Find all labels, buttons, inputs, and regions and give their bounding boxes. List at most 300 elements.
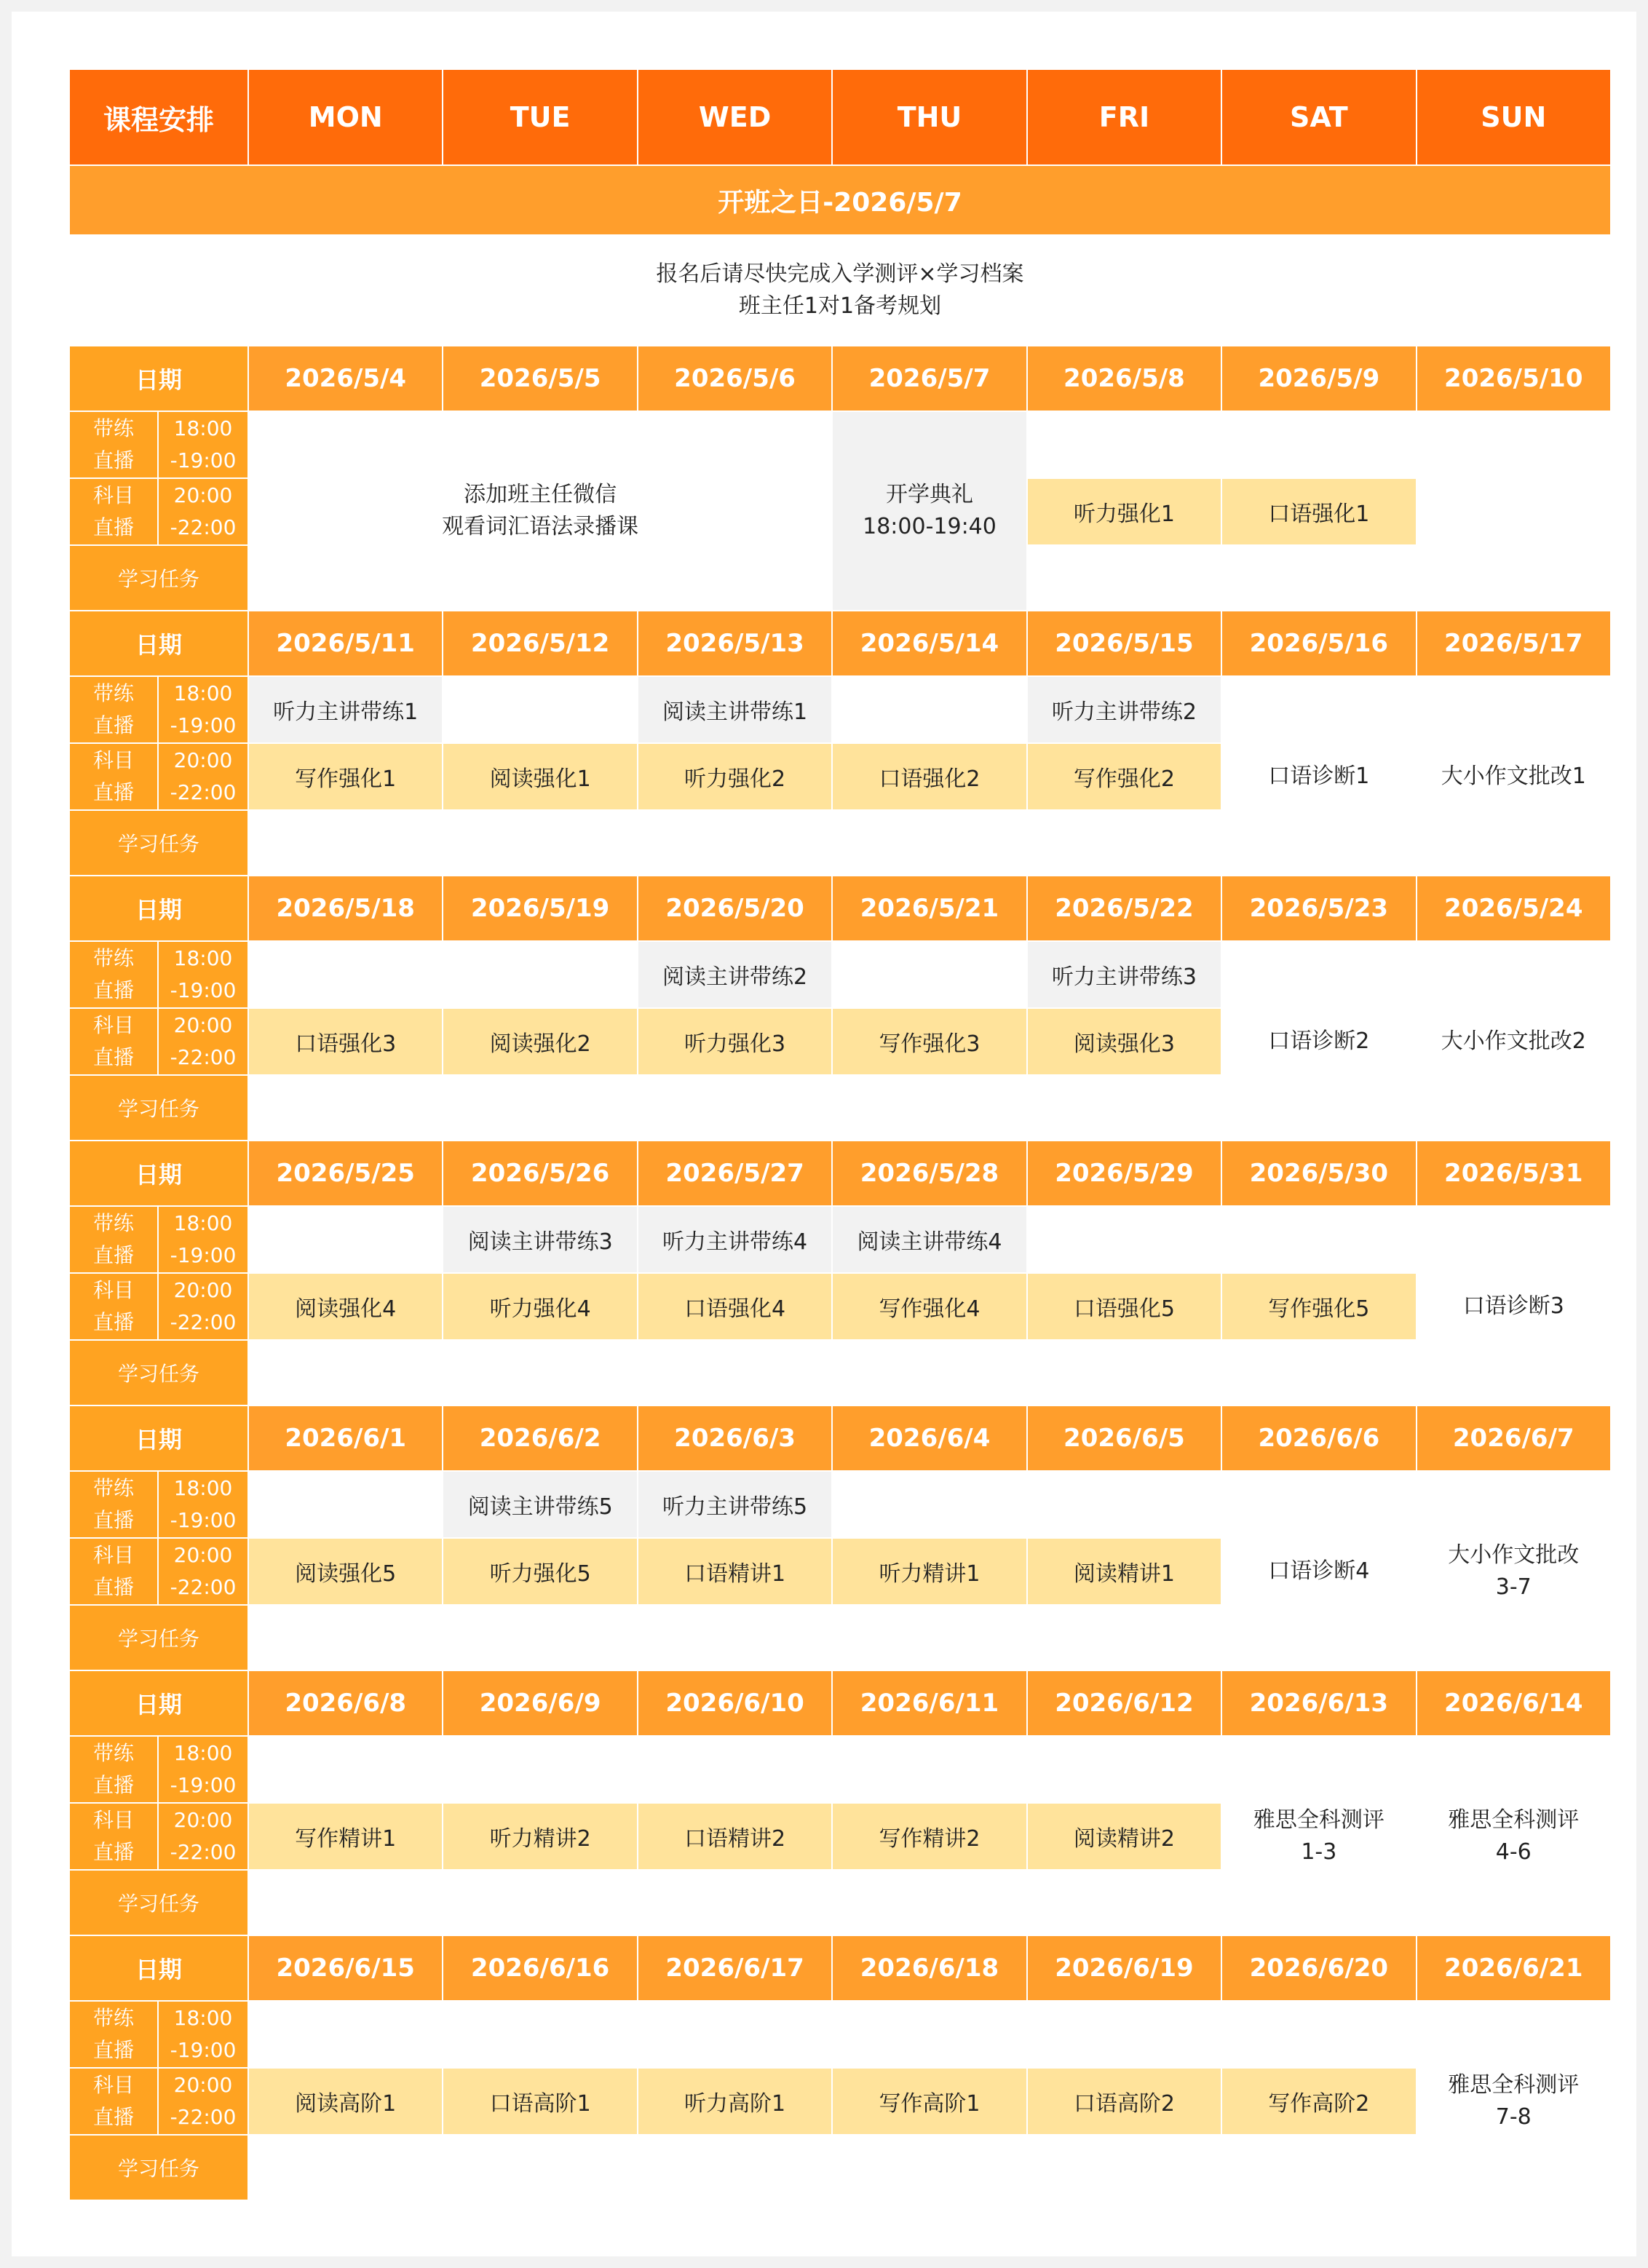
class-name: 写作精讲1 [295,1826,397,1852]
empty-cell [638,1076,831,1140]
slot1-label [70,1737,247,1802]
slot1-label [70,412,247,477]
date-cell [1417,1936,1610,2000]
date-label-text: 日期 [135,1956,182,1983]
empty-cell [833,1737,1026,1802]
slot2-type [70,2069,159,2134]
empty-cell [1222,677,1415,742]
class-name: 口语精讲1 [684,1561,786,1587]
class-name: 写作精讲2 [879,1826,981,1852]
merged-task-cell [249,412,831,610]
slot2-type [70,1804,159,1869]
date-text: 2026/6/4 [868,1424,991,1453]
date-text: 2026/5/8 [1063,364,1185,393]
slot2-label [70,1274,247,1339]
label-line: 带练 [92,1476,134,1500]
label-line: 带练 [92,946,134,970]
date-cell [833,611,1026,675]
date-cell [249,876,442,940]
task-line: 4-6 [1495,1839,1532,1865]
slot2-type [70,1539,159,1604]
class-cell [833,744,1026,809]
date-text: 2026/6/11 [860,1689,999,1718]
note-line: 班主任1对1备考规划 [738,293,942,319]
empty-cell [638,1341,831,1405]
date-text: 2026/6/13 [1249,1689,1389,1718]
class-name: 写作强化4 [879,1296,981,1322]
time-line: 20:00 [173,1278,233,1302]
date-cell [1028,1141,1221,1205]
date-text: 2026/6/18 [860,1954,999,1983]
time-line: 20:00 [173,1808,233,1832]
day-label: SUN [1481,101,1547,133]
class-cell [1028,1009,1221,1074]
day-label: THU [897,101,962,133]
weekend-task-cell [1222,1009,1415,1074]
date-text: 2026/6/5 [1063,1424,1185,1453]
time-line: 18:00 [173,681,233,705]
enrollment-note [70,236,1610,345]
empty-cell [1028,1871,1221,1935]
date-text: 2026/5/7 [868,364,991,393]
date-cell [833,1936,1026,2000]
date-text: 2026/5/15 [1055,629,1194,658]
date-label-text: 日期 [135,366,182,394]
label-line: 直播 [92,2105,134,2129]
date-cell [1222,876,1415,940]
empty-cell [1028,2002,1221,2067]
empty-cell [249,942,442,1007]
label-line: 带练 [92,416,134,440]
date-label-text: 日期 [135,1426,182,1454]
date-cell [1222,611,1415,675]
date-text: 2026/5/31 [1444,1159,1583,1188]
slot1-time [159,942,247,1007]
class-name: 阅读高阶1 [295,2091,397,2117]
date-text: 2026/6/7 [1452,1424,1574,1453]
task-line: 观看词汇语法录播课 [442,514,639,539]
slot2-type [70,744,159,809]
empty-cell [443,2002,636,2067]
date-cell [1028,1406,1221,1470]
date-text: 2026/5/21 [860,894,999,923]
date-cell [1222,346,1415,411]
date-label [70,346,247,411]
empty-cell [833,1472,1026,1537]
date-cell [443,1671,636,1735]
class-name: 写作强化2 [1073,766,1175,792]
slot2-label [70,1009,247,1074]
slot2-time [159,479,247,544]
empty-cell [249,2136,442,2200]
label-line: 直播 [92,978,134,1002]
practice-cell [638,942,831,1007]
date-text: 2026/6/12 [1055,1689,1194,1718]
empty-cell [1417,1606,1610,1670]
label-line: 直播 [92,2038,134,2062]
date-cell [249,611,442,675]
empty-cell [1222,412,1415,477]
class-cell [249,744,442,809]
empty-cell [1222,942,1415,1007]
date-text: 2026/6/8 [285,1689,407,1718]
task-line: 3-7 [1495,1574,1532,1600]
practice-cell [638,1207,831,1272]
date-cell [638,1141,831,1205]
empty-cell [1417,1341,1610,1405]
class-cell [638,744,831,809]
label-line: 带练 [92,1741,134,1765]
class-cell [638,1804,831,1869]
banner-text: 开班之日-2026/5/7 [718,187,962,218]
class-name: 阅读强化5 [295,1561,397,1587]
time-line: -19:00 [170,1243,237,1267]
day-label: SAT [1289,101,1348,133]
class-name: 听力强化5 [489,1561,591,1587]
class-name: 听力强化1 [1073,501,1175,527]
class-name: 阅读主讲带练3 [467,1229,613,1255]
empty-cell [1222,546,1415,610]
slot2-time [159,744,247,809]
note-line: 报名后请尽快完成入学测评×学习档案 [656,261,1024,287]
date-text: 2026/6/16 [470,1954,610,1983]
date-text: 2026/5/30 [1249,1159,1389,1188]
task-label [70,1871,247,1935]
empty-cell [1222,1341,1415,1405]
class-cell [1028,1274,1221,1339]
empty-cell [833,1341,1026,1405]
task-line: 口语诊断1 [1268,764,1370,789]
task-line: 大小作文批改2 [1441,1028,1586,1054]
time-line: 20:00 [173,748,233,772]
task-line: 7-8 [1495,2104,1532,2130]
weekend-task-cell [1222,1804,1415,1869]
task-label-text: 学习任务 [117,1892,199,1916]
date-cell [1028,346,1221,411]
day-label: MON [308,101,383,133]
task-label-text: 学习任务 [117,832,199,856]
date-text: 2026/5/26 [470,1159,610,1188]
empty-cell [1028,412,1221,477]
empty-cell [1028,546,1221,610]
date-label-text: 日期 [135,1691,182,1718]
label-line: 直播 [92,515,134,539]
task-line: 雅思全科测评 [1253,1807,1384,1833]
class-name: 口语强化1 [1268,501,1370,527]
class-name: 听力强化3 [684,1031,786,1057]
empty-cell [833,1076,1026,1140]
time-line: 18:00 [173,1741,233,1765]
date-cell [638,611,831,675]
class-cell [638,1009,831,1074]
empty-cell [1417,1737,1610,1802]
time-line: 20:00 [173,2073,233,2097]
date-text: 2026/6/2 [479,1424,601,1453]
slot2-label [70,2069,247,2134]
time-line: -19:00 [170,978,237,1002]
class-name: 口语精讲2 [684,1826,786,1852]
slot2-label [70,744,247,809]
empty-cell [833,2136,1026,2200]
empty-cell [249,1472,442,1537]
empty-cell [833,2002,1026,2067]
class-name: 听力精讲2 [489,1826,591,1852]
weekend-task-cell [1417,1804,1610,1869]
class-cell [638,1539,831,1604]
task-line: 口语诊断4 [1268,1558,1370,1584]
date-cell [1222,1406,1415,1470]
date-cell [249,1671,442,1735]
date-text: 2026/5/5 [479,364,601,393]
label-line: 直播 [92,1575,134,1599]
date-label [70,1406,247,1470]
time-line: 18:00 [173,2006,233,2030]
task-label [70,546,247,610]
date-text: 2026/6/9 [479,1689,601,1718]
task-line: 18:00-19:40 [863,514,997,539]
label-line: 科目 [92,483,134,507]
time-line: 18:00 [173,1476,233,1500]
date-label [70,1936,247,2000]
date-cell [833,1406,1026,1470]
time-line: -19:00 [170,1773,237,1797]
time-line: -22:00 [170,2105,237,2129]
date-cell [833,346,1026,411]
class-name: 阅读强化4 [295,1296,397,1322]
empty-cell [443,1341,636,1405]
task-label [70,1341,247,1405]
class-name: 听力主讲带练2 [1051,699,1197,725]
slot2-label [70,1804,247,1869]
class-cell [249,1804,442,1869]
time-line: 20:00 [173,1543,233,1567]
empty-cell [1222,1871,1415,1935]
class-name: 阅读精讲2 [1073,1826,1175,1852]
time-line: -19:00 [170,448,237,472]
empty-cell [1222,1076,1415,1140]
time-line: -22:00 [170,1575,237,1599]
date-text: 2026/5/24 [1444,894,1583,923]
date-text: 2026/6/21 [1444,1954,1583,1983]
empty-cell [1222,1606,1415,1670]
day-header-sat [1222,70,1415,164]
empty-cell [443,2136,636,2200]
class-name: 口语强化4 [684,1296,786,1322]
date-cell [443,346,636,411]
day-label: TUE [510,101,571,133]
date-cell [1028,1671,1221,1735]
empty-cell [1417,2136,1610,2200]
time-line: -22:00 [170,1840,237,1864]
slot2-time [159,1009,247,1074]
class-name: 口语强化2 [879,766,981,792]
task-label [70,2136,247,2200]
class-cell [443,1539,636,1604]
date-text: 2026/6/17 [665,1954,804,1983]
empty-cell [443,811,636,875]
date-label [70,1671,247,1735]
slot1-time [159,677,247,742]
class-name: 阅读主讲带练1 [662,699,808,725]
empty-cell [443,1737,636,1802]
slot1-time [159,1737,247,1802]
empty-cell [1222,2136,1415,2200]
class-cell [833,1009,1026,1074]
date-cell [443,1141,636,1205]
time-line: -22:00 [170,1045,237,1069]
weekend-task-cell [1417,1274,1610,1339]
empty-cell [638,1737,831,1802]
slot1-time [159,1207,247,1272]
day-header-tue [443,70,636,164]
day-header-thu [833,70,1026,164]
label-line: 直播 [92,780,134,804]
date-cell [249,346,442,411]
date-text: 2026/5/22 [1055,894,1194,923]
class-name: 口语高阶2 [1073,2091,1175,2117]
slot1-time [159,1472,247,1537]
time-line: -19:00 [170,713,237,737]
class-name: 听力主讲带练4 [662,1229,808,1255]
class-cell [1222,2069,1415,2134]
date-text: 2026/5/10 [1444,364,1583,393]
task-line: 大小作文批改 [1448,1542,1580,1568]
class-name: 阅读精讲1 [1073,1561,1175,1587]
label-line: 科目 [92,1543,134,1567]
empty-cell [1028,1737,1221,1802]
date-cell [1417,1406,1610,1470]
class-cell [1028,1804,1221,1869]
date-text: 2026/5/28 [860,1159,999,1188]
slot1-type [70,677,159,742]
class-cell [1028,744,1221,809]
weekend-task-cell [1417,1539,1610,1604]
label-line: 带练 [92,2006,134,2030]
date-label-text: 日期 [135,896,182,924]
date-cell [249,1936,442,2000]
class-cell [249,1274,442,1339]
empty-cell [249,1606,442,1670]
empty-cell [833,811,1026,875]
date-cell [1417,1141,1610,1205]
class-name: 写作高阶1 [879,2091,981,2117]
date-cell [1417,346,1610,411]
empty-cell [1417,1207,1610,1272]
class-name: 听力强化4 [489,1296,591,1322]
date-text: 2026/6/10 [665,1689,804,1718]
slot2-label [70,1539,247,1604]
weekend-task-cell [1222,1539,1415,1604]
task-line: 雅思全科测评 [1448,1807,1580,1833]
day-header-mon [249,70,442,164]
empty-cell [1417,942,1610,1007]
task-label-text: 学习任务 [117,1362,199,1386]
empty-cell [1417,1076,1610,1140]
date-text: 2026/5/23 [1249,894,1389,923]
date-cell [249,1141,442,1205]
class-cell [638,2069,831,2134]
class-name: 阅读主讲带练2 [662,964,808,990]
date-text: 2026/6/14 [1444,1689,1583,1718]
slot1-type [70,412,159,477]
day-label: WED [698,101,772,133]
task-label-text: 学习任务 [117,1627,199,1651]
date-cell [443,876,636,940]
date-label [70,876,247,940]
class-cell [1222,479,1415,544]
schedule-table [70,70,1610,2236]
label-line: 直播 [92,1508,134,1532]
class-name: 口语强化5 [1073,1296,1175,1322]
slot2-label [70,479,247,544]
class-cell [833,1274,1026,1339]
class-cell [249,2069,442,2134]
date-cell [1222,1141,1415,1205]
slot1-type [70,1207,159,1272]
class-cell [1028,479,1221,544]
slot1-time [159,412,247,477]
class-name: 阅读强化2 [489,1031,591,1057]
label-line: 直播 [92,713,134,737]
time-line: -19:00 [170,2038,237,2062]
class-cell [249,1009,442,1074]
date-cell [249,1406,442,1470]
practice-cell [833,1207,1026,1272]
class-cell [249,1539,442,1604]
date-cell [1028,876,1221,940]
class-cell [443,1274,636,1339]
empty-cell [638,2136,831,2200]
day-header-fri [1028,70,1221,164]
slot2-time [159,1539,247,1604]
class-name: 口语高阶1 [489,2091,591,2117]
date-text: 2026/5/12 [470,629,610,658]
date-cell [638,346,831,411]
time-line: 18:00 [173,416,233,440]
slot1-type [70,942,159,1007]
date-cell [1028,1936,1221,2000]
class-name: 阅读强化3 [1073,1031,1175,1057]
task-label-text: 学习任务 [117,2157,199,2181]
date-label-text: 日期 [135,631,182,659]
date-text: 2026/5/14 [860,629,999,658]
practice-cell [1028,942,1221,1007]
task-label-text: 学习任务 [117,1097,199,1121]
label-line: 直播 [92,1840,134,1864]
label-line: 科目 [92,748,134,772]
corner-title: 课程安排 [103,103,214,136]
empty-cell [1222,811,1415,875]
class-name: 写作强化1 [295,766,397,792]
date-text: 2026/5/19 [470,894,610,923]
empty-cell [1417,677,1610,742]
empty-cell [249,1871,442,1935]
task-line: 大小作文批改1 [1441,764,1586,789]
empty-cell [1222,1472,1415,1537]
time-line: 18:00 [173,1211,233,1235]
date-cell [1222,1671,1415,1735]
empty-cell [638,1606,831,1670]
class-name: 写作强化3 [879,1031,981,1057]
label-line: 直播 [92,448,134,472]
label-line: 直播 [92,1310,134,1334]
task-line: 1-3 [1301,1839,1337,1865]
empty-cell [443,942,636,1007]
time-line: -22:00 [170,780,237,804]
slot2-time [159,1804,247,1869]
date-cell [443,611,636,675]
date-cell [443,1936,636,2000]
